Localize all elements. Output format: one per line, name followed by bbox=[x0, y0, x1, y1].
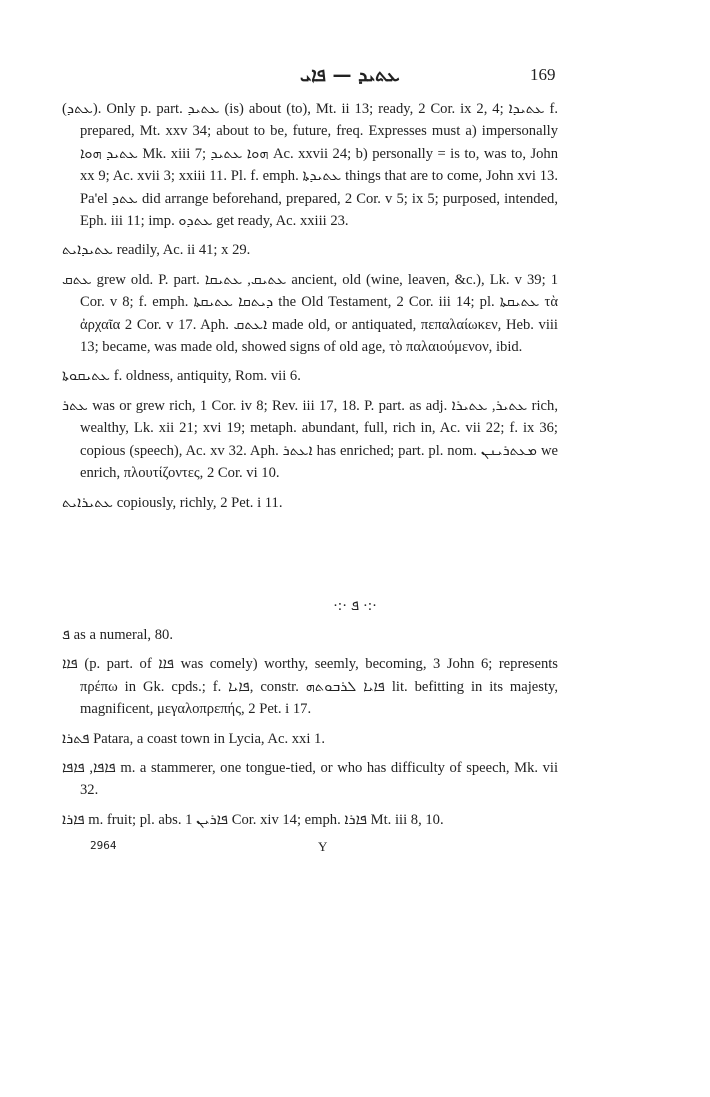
dictionary-entry: ܥܬܪ was or grew rich, 1 Cor. iv 8; Rev. iii 17, 18. P. part. as adj. ܥܬܝܪ, ܥܬܝܪܐ rich, wealthy, Lk. xii 21; xvi 19; metaph. abundant, full, rich in, Ac. vii 22; f. ix 36; copious (speech), Ac. xv 32. Aph. ܐܥܬܪ has enriched; part. pl. nom. ܡܥܬܪܝܢܢ we enrich, πλουτίζοντες, 2 Cor. vi 10. bbox=[62, 397, 558, 482]
dictionary-entry: ܦܐܐ (p. part. of ܦܐܐ was comely) worthy, seemly, becoming, 3 John 6; represents πρέπω in Gk. cpds.; f. ܦܐܝܐ, constr. ܦܐܝܐ ܠܪܒܘܬܗ lit. befitting in its majesty, magnificent, μεγαλοπρεπής, 2 Pet. i 17. bbox=[62, 656, 559, 718]
page-footer bbox=[0, 839, 710, 859]
dictionary-entry: ܦܐܦܐ, ܦܐܦܐ m. a stammerer, one tongue-tied, or who has difficulty of speech, Mk. vii 32. bbox=[62, 760, 559, 799]
section-separator: ·:· ܦ ·:· bbox=[332, 598, 378, 614]
dictionary-entry: ܦ as a numeral, 80. bbox=[62, 627, 173, 643]
dictionary-entry: ܥܬܩ grew old. P. part. ܥܬܝܩ, ܥܬܝܩܐ ancient, old (wine, leaven, &c.), Lk. v 39; 1 Cor. v 8; f. emph. ܕܝܬܩܐ ܥܬܝܩܬܐ the Old Testament, 2 Cor. iii 14; pl. ܥܬܝܩܬܐ τὰ ἀρχαῖα 2 Cor. v 17. Aph. ܐܥܬܩ made old, or antiquated, πεπαλαίωκεν, Heb. viii 13; became, was made old, showed signs of old age, τὸ παλαιούμενον, ibid. bbox=[62, 271, 558, 356]
page-header bbox=[0, 64, 710, 88]
dictionary-entry: ܥܬܝܩܘܬܐ f. oldness, antiquity, Rom. vii 6. bbox=[62, 368, 301, 385]
page-number: 169 bbox=[530, 65, 556, 84]
dictionary-entry: (ܥܬܕ). Only p. part. ܥܬܝܕ (is) about (to), Mt. ii 13; ready, 2 Cor. ix 2, 4; ܥܬܝܕܐ f. prepared, Mt. xxv 34; about to be, future, freq. Expresses must a) impersonally ܥܬܝܕ ܗܘܐ Mk. xiii 7; ܗܘܐ ܥܬܝܕ Ac. xxvii 24; b) personally = is to, was to, John xx 9; Ac. xvii 3; xxiii 11. Pl. f. emph. ܥܬܝܕܬܐ things that are to come, John xvi 13. Pa'el ܥܬܕ did arrange beforehand, prepared, 2 Cor. v 5; ix 5; purposed, intended, Eph. iii 11; imp. ܥܬܕܘ get ready, Ac. xxiii 23. bbox=[62, 101, 559, 230]
dictionary-entry: ܦܬܪܐ Patara, a coast town in Lycia, Ac. xxi 1. bbox=[62, 730, 325, 747]
dictionary-entry: ܥܬܝܕܐܝܬ readily, Ac. ii 41; x 29. bbox=[62, 242, 251, 259]
gathering-mark: Y bbox=[318, 839, 328, 854]
running-head: ܥܬܝܕ — ܦܐܝ bbox=[300, 64, 400, 86]
dictionary-entry: ܦܐܪܐ m. fruit; pl. abs. ܦܐܪܝܢ 1 Cor. xiv 14; emph. ܦܐܪܐ Mt. iii 8, 10. bbox=[62, 811, 444, 828]
entries-section-pe bbox=[62, 624, 558, 838]
entries-section-ayin bbox=[62, 98, 558, 521]
dictionary-entry: ܥܬܝܪܐܝܬ copiously, richly, 2 Pet. i 11. bbox=[62, 494, 283, 511]
printer-signature: 2964 bbox=[90, 839, 117, 852]
